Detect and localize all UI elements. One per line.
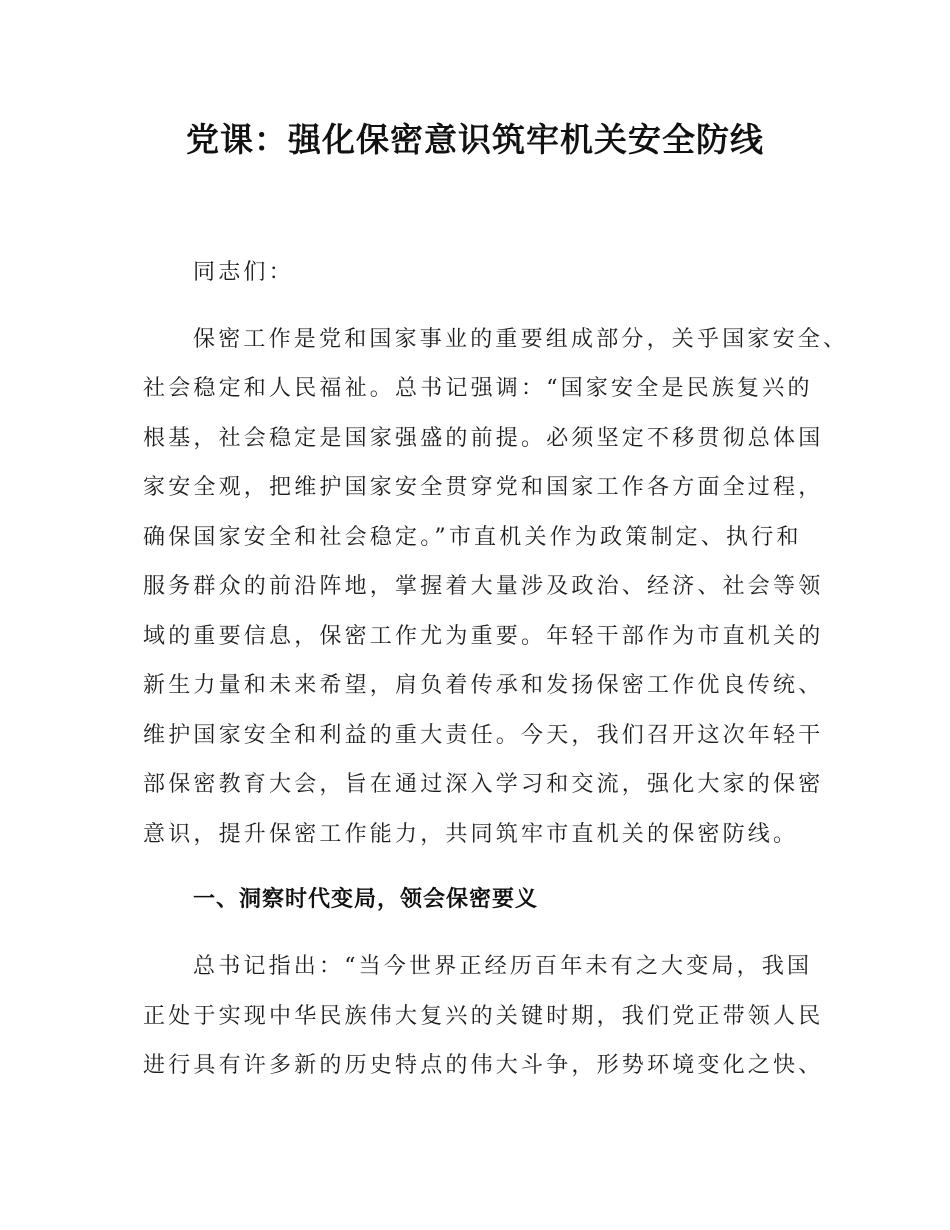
paragraph-line: 进行具有许多新的历史特点的伟大斗争，形势环境变化之快、 [143, 1053, 824, 1078]
paragraph-line: 家安全观，把维护国家安全贯穿党和国家工作各方面全过程， [143, 475, 824, 500]
paragraph-line: 域的重要信息，保密工作尤为重要。年轻干部作为市直机关的 [143, 624, 824, 649]
paragraph-line: 保密工作是党和国家事业的重要组成部分，关乎国家安全、 [193, 327, 849, 352]
document-title: 党课：强化保密意识筑牢机关安全防线 [186, 120, 764, 159]
paragraph-line: 根基，社会稳定是国家强盛的前提。必须坚定不移贯彻总体国 [143, 426, 824, 451]
paragraph-line: 社会稳定和人民福祉。总书记强调：“国家安全是民族复兴的 [143, 376, 813, 401]
paragraph-line: 服务群众的前沿阵地，掌握着大量涉及政治、经济、社会等领 [143, 574, 824, 599]
salutation: 同志们： [193, 260, 294, 285]
paragraph-line: 新生力量和未来希望，肩负着传承和发扬保密工作优良传统、 [143, 673, 824, 698]
paragraph-line: 意识，提升保密工作能力，共同筑牢市直机关的保密防线。 [143, 822, 799, 847]
paragraph-line: 确保国家安全和社会稳定。”市直机关作为政策制定、执行和 [143, 525, 802, 550]
paragraph-line: 维护国家安全和利益的重大责任。今天，我们召开这次年轻干 [143, 723, 824, 748]
paragraph-line: 正处于实现中华民族伟大复兴的关键时期，我们党正带领人民 [143, 1004, 824, 1029]
section-heading: 一、洞察时代变局，领会保密要义 [193, 887, 539, 912]
paragraph-line: 部保密教育大会，旨在通过深入学习和交流，强化大家的保密 [143, 772, 824, 797]
paragraph-line: 总书记指出：“当今世界正经历百年未有之大变局，我国 [193, 954, 813, 979]
